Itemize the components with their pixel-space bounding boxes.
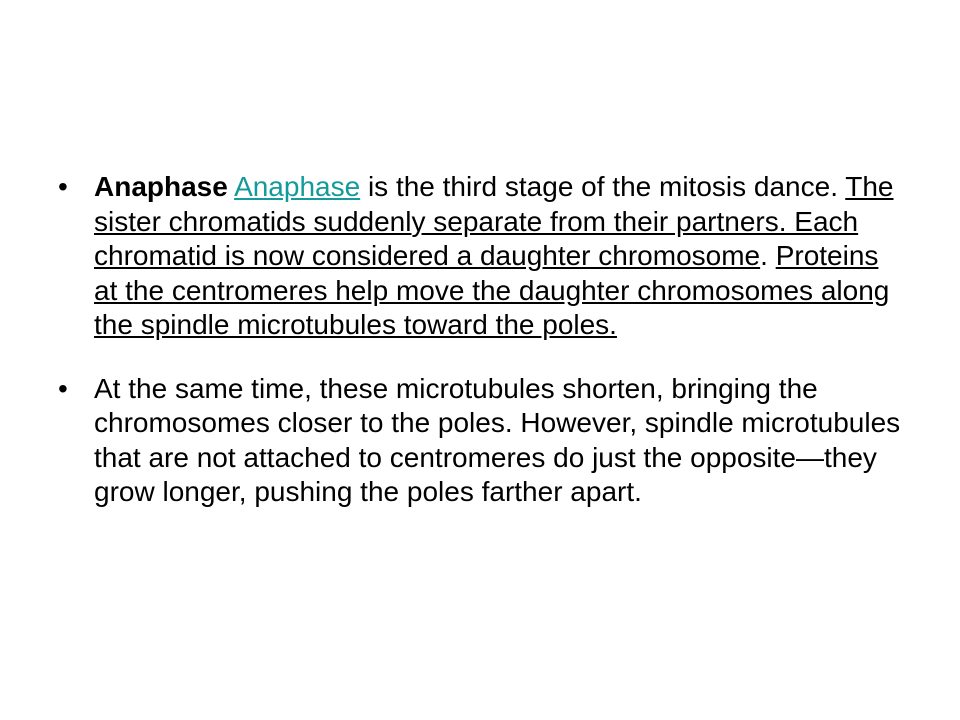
bullet-text-segment: . xyxy=(760,240,776,271)
bullet-list xyxy=(58,170,903,539)
bullet-text: At the same time, these microtubules shorten, bringing the chromosomes closer to the poles. However, spindle microtubules that are not attached to centromeres do just the opposite—they grow longer, pushing the poles farther apart. xyxy=(94,372,901,507)
bullet-item-microtubules xyxy=(58,372,903,510)
bullet-text-segment: is the third stage of the mitosis dance. xyxy=(360,171,846,202)
underlined-text-proteins: Proteins at the centromeres help move the daughter chromosomes along the spindle microtubules toward the poles. xyxy=(94,240,890,340)
bullet-marker: • xyxy=(58,171,68,202)
bullet-marker: • xyxy=(58,372,68,404)
bullet-item-anaphase xyxy=(58,170,903,343)
term-heading: Anaphase xyxy=(94,171,228,202)
anaphase-link[interactable]: Anaphase xyxy=(234,171,361,202)
underlined-text-chromatids: The sister chromatids suddenly separate from their partners. Each chromatid is now considered a daughter chromosome xyxy=(94,171,894,271)
